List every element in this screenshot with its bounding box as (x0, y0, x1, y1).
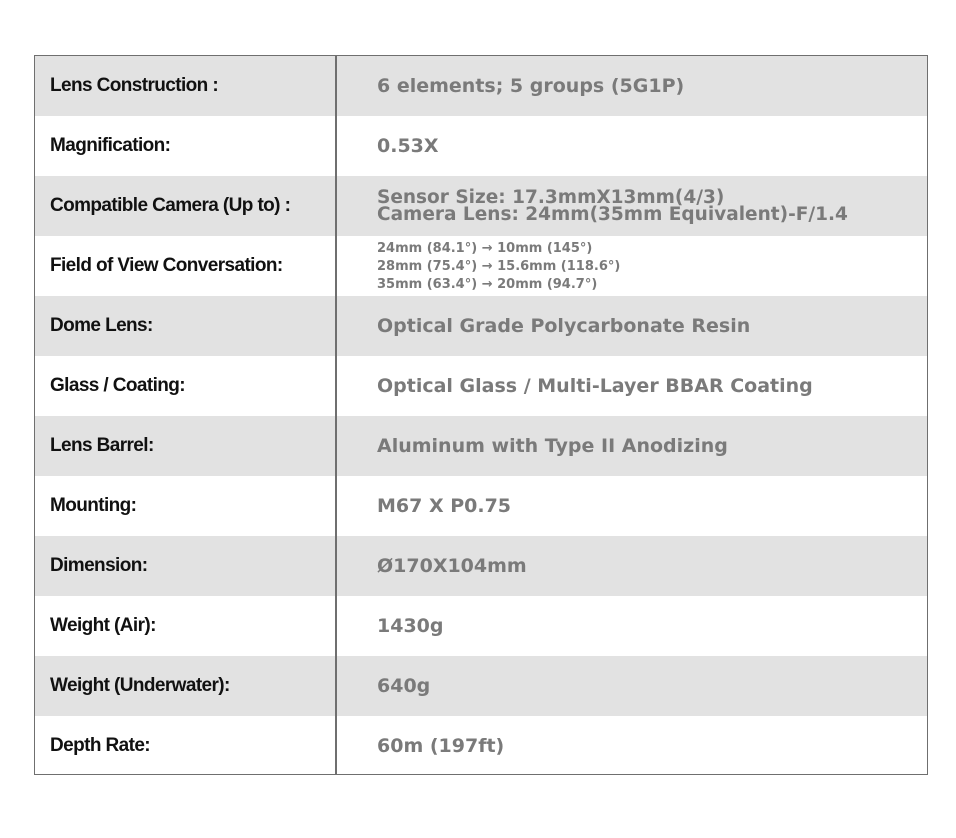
spec-value-line: Optical Glass / Multi-Layer BBAR Coating (377, 375, 813, 397)
spec-value (335, 656, 927, 716)
column-divider (335, 56, 337, 774)
spec-row-compatible-camera (35, 176, 927, 236)
spec-label: Field of View Conversation: (50, 255, 283, 276)
spec-label: Dimension: (50, 555, 148, 576)
spec-row-lens-construction (35, 56, 927, 116)
spec-value-line: 35mm (63.4°) → 20mm (94.7°) (377, 277, 598, 292)
spec-row-lens-barrel (35, 416, 927, 476)
spec-row-dome-lens (35, 296, 927, 356)
spec-row-weight-underwater (35, 656, 927, 716)
spec-value-line: Aluminum with Type II Anodizing (377, 435, 728, 457)
spec-value-line: 28mm (75.4°) → 15.6mm (118.6°) (377, 259, 621, 274)
spec-row-mounting (35, 476, 927, 536)
spec-value (335, 56, 927, 116)
spec-value (335, 716, 927, 776)
spec-value-line: 0.53X (377, 135, 439, 157)
spec-label: Compatible Camera (Up to) : (50, 195, 291, 216)
spec-value (335, 536, 927, 596)
spec-label: Lens Barrel: (50, 435, 154, 456)
spec-value-line: Camera Lens: 24mm(35mm Equivalent)-F/1.4 (377, 204, 848, 225)
spec-row-glass-coating (35, 356, 927, 416)
spec-label: Glass / Coating: (50, 375, 186, 396)
spec-value (335, 176, 927, 236)
spec-label: Lens Construction : (50, 75, 219, 96)
spec-value (335, 596, 927, 656)
spec-label: Weight (Air): (50, 615, 156, 636)
spec-label: Magnification: (50, 135, 171, 156)
spec-table (34, 55, 928, 775)
spec-value-line: Ø170X104mm (377, 555, 527, 577)
spec-value (335, 476, 927, 536)
spec-value-line: Optical Grade Polycarbonate Resin (377, 315, 751, 337)
spec-row-dimension (35, 536, 927, 596)
spec-value-line: 6 elements; 5 groups (5G1P) (377, 75, 685, 97)
spec-row-field-of-view (35, 236, 927, 296)
spec-label: Weight (Underwater): (50, 675, 230, 696)
spec-label: Dome Lens: (50, 315, 153, 336)
spec-value-line: 60m (197ft) (377, 735, 505, 757)
spec-value-line: M67 X P0.75 (377, 495, 512, 517)
spec-value (335, 116, 927, 176)
spec-rows (35, 56, 927, 774)
spec-value (335, 296, 927, 356)
spec-value-line: Sensor Size: 17.3mmX13mm(4/3) (377, 187, 725, 208)
spec-value-line: 640g (377, 675, 431, 697)
spec-label: Mounting: (50, 495, 137, 516)
spec-value (335, 236, 927, 296)
spec-value-line: 24mm (84.1°) → 10mm (145°) (377, 241, 593, 256)
spec-value (335, 416, 927, 476)
spec-row-magnification (35, 116, 927, 176)
spec-value-line: 1430g (377, 615, 444, 637)
spec-row-weight-air (35, 596, 927, 656)
spec-label: Depth Rate: (50, 735, 151, 756)
spec-value (335, 356, 927, 416)
spec-row-depth-rate (35, 716, 927, 776)
